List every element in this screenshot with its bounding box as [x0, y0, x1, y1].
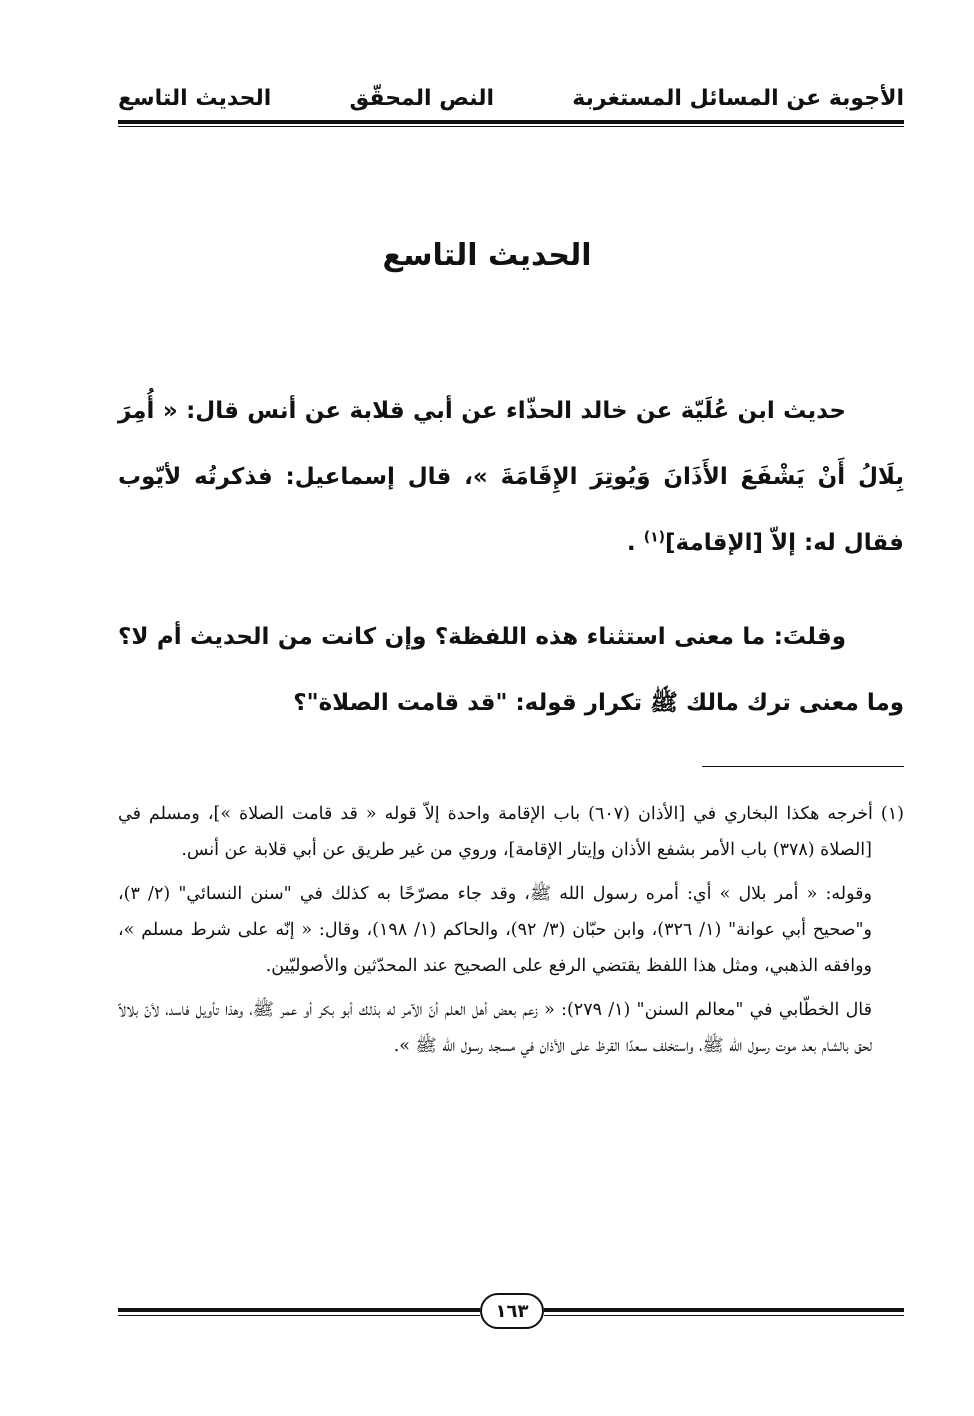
header-rule-thin	[118, 126, 904, 127]
footnote-1: (١) أخرجه هكذا البخاري في [الأذان (٦٠٧) باب الإقامة واحدة إلاّ قوله « قد قامت الصلاة »]، ومسلم في [الصلاة (٣٧٨) باب الأمر بشفع الأذان وإيتار الإقامة]، وروي من غير طريق عن أبي قلابة عن أنس.	[118, 804, 904, 860]
footer-rule-right-thin	[544, 1315, 904, 1316]
footnotes	[118, 796, 904, 1072]
header-book-title: الأجوبة عن المسائل المستغربة	[572, 85, 904, 111]
footnote-reference[interactable]: (١)	[643, 529, 666, 546]
page-number: ١٦٣	[480, 1293, 544, 1329]
header-section-label: النص المحقّق	[349, 85, 495, 111]
main-paragraph-1-text: حديث ابن عُلَيّة عن خالد الحذّاء عن أبي قلابة عن أنس قال: « أُمِرَ بِلَالُ أَنْ يَشْفَعَ الأَذَانَ وَيُوتِرَ الإِقَامَةَ »، قال إسماعيل: فذكرتُه لأيّوب فقال له: إلاّ [الإقامة]	[118, 398, 904, 556]
main-paragraph-1-end: .	[626, 530, 636, 556]
header-rule	[118, 120, 904, 124]
main-text	[118, 378, 904, 736]
header-chapter-label: الحديث التاسع	[118, 85, 272, 111]
footnote-1-paragraph-3: قال الخطّابي في "معالم السنن" (١/ ٢٧٩): « زعم بعض أهل العلم أنّ الآمر له بذلك أبو بكر أو عمر ﷺ، وهذا تأويل فاسد، لأنّ بلالاً لحق بالشام بعد موت رسول الله ﷺ، واستخلف سعدًا القرظ على الأذان في مسجد رسول الله ﷺ ».	[118, 1000, 872, 1056]
footnote-separator	[702, 766, 904, 767]
main-paragraph-2: وقلتَ: ما معنى استثناء هذه اللفظة؟ وإن كانت من الحديث أم لا؟ وما معنى ترك مالك ﷺ تكرار قوله: "قد قامت الصلاة"؟	[118, 624, 904, 716]
footer-rule-right	[544, 1308, 904, 1312]
footer-rule-left-thin	[118, 1315, 480, 1316]
footer-rule-left	[118, 1308, 480, 1312]
footnote-1-paragraph-2: وقوله: « أمر بلال » أي: أمره رسول الله ﷺ، وقد جاء مصرّحًا به كذلك في "سنن النسائي" (٢/ ٣)، و"صحيح أبي عوانة" (١/ ٣٢٦)، وابن حبّان (٣/ ٩٢)، والحاكم (١/ ١٩٨)، وقال: « إنّه على شرط مسلم »، ووافقه الذهبي، ومثل هذا اللفظ يقتضي الرفع على الصحيح عند المحدّثين والأصوليّين.	[118, 884, 872, 976]
main-paragraph-1	[118, 378, 904, 576]
running-header	[118, 80, 904, 116]
section-title: الحديث التاسع	[382, 238, 592, 273]
